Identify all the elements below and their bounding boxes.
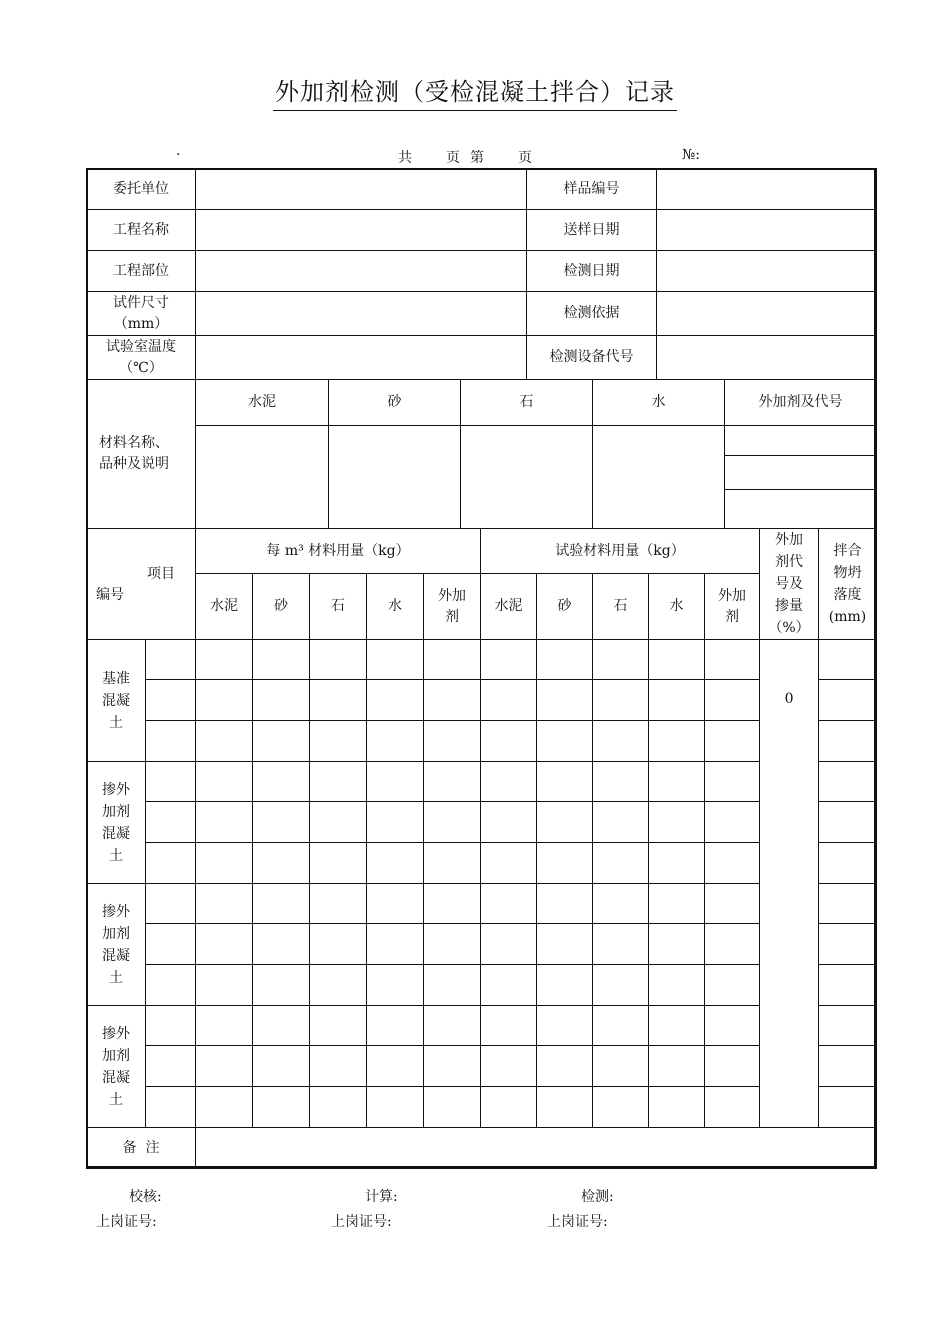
mix-cell[interactable]: [424, 721, 481, 762]
trial-admix-header: [705, 574, 760, 640]
project-name-label: 工程名称: [87, 210, 196, 251]
per-m3-admix-header: [424, 574, 481, 640]
mix-cell[interactable]: [481, 1046, 537, 1087]
mix-cell[interactable]: [367, 924, 424, 965]
slump-line-4: (mm): [828, 609, 867, 625]
material-admixture-field-3[interactable]: [725, 490, 877, 529]
group-label-line: 土: [109, 847, 123, 864]
mix-cell[interactable]: [481, 680, 537, 721]
material-cement-header: 水泥: [196, 380, 329, 426]
mix-cell[interactable]: [367, 1046, 424, 1087]
mix-cell[interactable]: [424, 680, 481, 721]
slump-line-2: 物坍: [833, 565, 862, 581]
specimen-size-unit: （mm）: [113, 315, 169, 332]
mix-cell[interactable]: [146, 721, 196, 762]
sample-no-label: 样品编号: [527, 169, 657, 210]
mix-cell[interactable]: [146, 1087, 196, 1128]
slump-cell[interactable]: [819, 1006, 877, 1046]
trial-stone-header: 石: [593, 574, 649, 640]
group-label-line: 土: [109, 714, 123, 731]
group-label-line: 加剂: [102, 1047, 130, 1064]
mix-cell[interactable]: [649, 924, 705, 965]
per-m3-admix-line-1: 外加: [438, 587, 467, 604]
specimen-size-label: [87, 292, 196, 336]
mix-cell[interactable]: [310, 1046, 367, 1087]
form-title-text: 外加剂检测（受检混凝土拌合）记录: [273, 72, 677, 111]
trial-admix-line-1: 外加: [718, 587, 747, 604]
client-field[interactable]: [196, 169, 527, 210]
slump-cell[interactable]: [819, 721, 877, 762]
page-unit-label: 页: [446, 150, 460, 166]
mix-cell[interactable]: [537, 680, 593, 721]
mix-cell[interactable]: [424, 802, 481, 843]
mix-cell[interactable]: [593, 1087, 649, 1128]
mix-cell[interactable]: [424, 762, 481, 802]
slump-cell[interactable]: [819, 802, 877, 843]
group-label-1: [87, 640, 146, 762]
mix-cell[interactable]: [253, 884, 310, 924]
equipment-code-field[interactable]: [657, 336, 877, 380]
table-row: [87, 721, 877, 762]
per-m3-stone-header: 石: [310, 574, 367, 640]
mix-cell[interactable]: [537, 1006, 593, 1046]
page-bar-dot: ·: [176, 147, 181, 163]
mix-cell[interactable]: [649, 680, 705, 721]
admix-code-line-1: 外加: [775, 532, 804, 548]
mix-cell[interactable]: [146, 1006, 196, 1046]
mix-cell[interactable]: [593, 884, 649, 924]
mix-cell[interactable]: [481, 1087, 537, 1128]
admix-code-line-3: 号及: [775, 576, 804, 592]
trial-sand-header: 砂: [537, 574, 593, 640]
form-title: [0, 72, 950, 111]
mix-cell[interactable]: [649, 1006, 705, 1046]
specimen-size-text: 试件尺寸: [113, 294, 169, 311]
mix-cell[interactable]: [146, 640, 196, 680]
mix-cell[interactable]: [705, 843, 760, 884]
group-label-line: 基准: [102, 670, 130, 687]
mix-cell[interactable]: [367, 802, 424, 843]
mix-cell[interactable]: [705, 762, 760, 802]
test-date-field[interactable]: [657, 251, 877, 292]
group-label-4: [87, 1006, 146, 1128]
mix-cell[interactable]: [705, 1006, 760, 1046]
mix-cell[interactable]: [196, 762, 253, 802]
lab-temp-text: 试验室温度: [106, 338, 176, 355]
per-m3-cement-header: 水泥: [196, 574, 253, 640]
mix-cell[interactable]: [424, 1006, 481, 1046]
mix-cell[interactable]: [253, 640, 310, 680]
slump-cell[interactable]: [819, 1087, 877, 1128]
test-date-label: 检测日期: [527, 251, 657, 292]
remarks-table: [86, 1127, 877, 1169]
group-label-line: 掺外: [102, 781, 130, 798]
mix-cell[interactable]: [649, 843, 705, 884]
table-row: [87, 762, 877, 802]
material-admixture-field-1[interactable]: [725, 426, 877, 456]
mix-cell[interactable]: [537, 884, 593, 924]
table-row: [87, 884, 877, 924]
admix-code-line-5: （%）: [768, 620, 810, 636]
mix-cell[interactable]: [424, 843, 481, 884]
mix-cell[interactable]: [481, 802, 537, 843]
group-label-line: 加剂: [102, 803, 130, 820]
mix-cell[interactable]: [310, 884, 367, 924]
test-label: 检测:: [581, 1189, 614, 1205]
mix-cell[interactable]: [537, 1087, 593, 1128]
mix-cell[interactable]: [593, 965, 649, 1006]
mix-cell[interactable]: [649, 884, 705, 924]
mix-cell[interactable]: [253, 965, 310, 1006]
mix-cell[interactable]: [146, 924, 196, 965]
mix-cell[interactable]: [310, 721, 367, 762]
mix-cell[interactable]: [537, 924, 593, 965]
table-row: [87, 802, 877, 843]
mix-cell[interactable]: [196, 802, 253, 843]
mix-cell[interactable]: [146, 1046, 196, 1087]
mix-cell[interactable]: [253, 924, 310, 965]
mix-cell[interactable]: [537, 1046, 593, 1087]
materials-label-line-2: 品种及说明: [99, 456, 169, 472]
project-part-field[interactable]: [196, 251, 527, 292]
mix-cell[interactable]: [424, 1087, 481, 1128]
mix-cell[interactable]: [253, 680, 310, 721]
mix-cell[interactable]: [253, 1087, 310, 1128]
mix-cell[interactable]: [196, 1046, 253, 1087]
slump-cell[interactable]: [819, 965, 877, 1006]
mix-cell[interactable]: [310, 762, 367, 802]
mix-cell[interactable]: [146, 965, 196, 1006]
mix-cell[interactable]: [310, 680, 367, 721]
trial-water-header: 水: [649, 574, 705, 640]
slump-cell[interactable]: [819, 640, 877, 680]
mix-cell[interactable]: [481, 884, 537, 924]
mix-cell[interactable]: [146, 680, 196, 721]
mix-cell[interactable]: [424, 965, 481, 1006]
mix-cell[interactable]: [196, 1006, 253, 1046]
material-cement-field[interactable]: [196, 426, 329, 529]
page-unit-label-2: 页: [518, 150, 532, 166]
mix-table: [86, 528, 877, 1128]
mix-cell[interactable]: [705, 1046, 760, 1087]
mix-cell[interactable]: [649, 762, 705, 802]
review-cert-label: 上岗证号:: [96, 1214, 157, 1230]
material-stone-field[interactable]: [461, 426, 593, 529]
table-row: [87, 1006, 877, 1046]
mix-cell[interactable]: [705, 680, 760, 721]
material-admixture-field-2[interactable]: [725, 456, 877, 490]
group-label-3: [87, 884, 146, 1006]
per-m3-water-header: 水: [367, 574, 424, 640]
material-water-header: 水: [593, 380, 725, 426]
table-row: [87, 640, 877, 680]
mix-cell[interactable]: [196, 680, 253, 721]
slump-header: [819, 529, 877, 640]
group-label-2: [87, 762, 146, 884]
test-basis-field[interactable]: [657, 292, 877, 336]
admix-code-header: [760, 529, 819, 640]
mix-cell[interactable]: [705, 802, 760, 843]
page-total-label: 共: [398, 150, 412, 166]
mix-cell[interactable]: [310, 924, 367, 965]
mix-cell[interactable]: [310, 640, 367, 680]
mix-cell[interactable]: [253, 721, 310, 762]
equipment-code-label: 检测设备代号: [527, 336, 657, 380]
mix-cell[interactable]: [481, 1006, 537, 1046]
slump-cell[interactable]: [819, 884, 877, 924]
mix-cell[interactable]: [481, 843, 537, 884]
material-sand-header: 砂: [329, 380, 461, 426]
mix-cell[interactable]: [196, 924, 253, 965]
mix-cell[interactable]: [705, 924, 760, 965]
trial-cement-header: 水泥: [481, 574, 537, 640]
trial-header: 试验材料用量（kg）: [481, 529, 760, 574]
mix-cell[interactable]: [649, 1046, 705, 1087]
mix-cell[interactable]: [310, 802, 367, 843]
review-label: 校核:: [129, 1189, 162, 1205]
per-m3-sand-header: 砂: [253, 574, 310, 640]
lab-temp-unit: （℃）: [119, 359, 163, 376]
admix-dosage-cell[interactable]: [760, 640, 819, 1128]
mix-cell[interactable]: [146, 802, 196, 843]
mix-cell[interactable]: [649, 1087, 705, 1128]
number-header-label: 编号: [96, 587, 124, 603]
group-label-line: 加剂: [102, 925, 130, 942]
send-date-field[interactable]: [657, 210, 877, 251]
mix-cell[interactable]: [537, 762, 593, 802]
item-header-label: 项目: [147, 566, 175, 582]
mix-cell[interactable]: [649, 965, 705, 1006]
trial-admix-line-2: 剂: [725, 608, 740, 625]
page-counter: [398, 147, 532, 167]
materials-label: [87, 380, 196, 529]
mix-cell[interactable]: [593, 1006, 649, 1046]
mix-cell[interactable]: [593, 721, 649, 762]
mix-cell[interactable]: [481, 762, 537, 802]
mix-cell[interactable]: [253, 843, 310, 884]
slump-cell[interactable]: [819, 762, 877, 802]
material-stone-header: 石: [461, 380, 593, 426]
mix-cell[interactable]: [424, 1046, 481, 1087]
table-row: [87, 843, 877, 884]
mix-cell[interactable]: [253, 762, 310, 802]
mix-cell[interactable]: [593, 924, 649, 965]
lab-temp-field[interactable]: [196, 336, 527, 380]
mix-cell[interactable]: [705, 965, 760, 1006]
mix-cell[interactable]: [593, 680, 649, 721]
mix-cell[interactable]: [537, 721, 593, 762]
mix-cell[interactable]: [424, 640, 481, 680]
mix-cell[interactable]: [424, 884, 481, 924]
mix-cell[interactable]: [537, 843, 593, 884]
admix-code-line-4: 掺量: [775, 598, 804, 614]
group-label-line: 混凝: [102, 825, 130, 842]
material-water-field[interactable]: [593, 426, 725, 529]
specimen-size-field[interactable]: [196, 292, 527, 336]
mix-cell[interactable]: [196, 965, 253, 1006]
calc-label: 计算:: [365, 1189, 398, 1205]
mix-cell[interactable]: [367, 721, 424, 762]
mix-cell[interactable]: [196, 843, 253, 884]
table-row: [87, 680, 877, 721]
mix-cell[interactable]: [146, 884, 196, 924]
group-label-line: 混凝: [102, 1069, 130, 1086]
mix-cell[interactable]: [196, 640, 253, 680]
mix-cell[interactable]: [649, 721, 705, 762]
material-sand-field[interactable]: [329, 426, 461, 529]
mix-cell[interactable]: [593, 640, 649, 680]
mix-cell[interactable]: [481, 640, 537, 680]
mix-cell[interactable]: [146, 843, 196, 884]
record-number-label: №:: [682, 147, 700, 163]
mix-cell[interactable]: [367, 1006, 424, 1046]
mix-cell[interactable]: [310, 1006, 367, 1046]
mix-cell[interactable]: [705, 721, 760, 762]
mix-cell[interactable]: [705, 884, 760, 924]
table-row: [87, 1087, 877, 1128]
mix-cell[interactable]: [367, 680, 424, 721]
calc-cert-label: 上岗证号:: [331, 1214, 392, 1230]
project-name-field[interactable]: [196, 210, 527, 251]
remarks-field[interactable]: [196, 1128, 877, 1169]
mix-cell[interactable]: [367, 965, 424, 1006]
mix-cell[interactable]: [705, 1087, 760, 1128]
mix-cell[interactable]: [649, 640, 705, 680]
group-label-line: 混凝: [102, 692, 130, 709]
group-label-line: 掺外: [102, 903, 130, 920]
mix-cell[interactable]: [537, 965, 593, 1006]
table-row: [87, 924, 877, 965]
client-label: 委托单位: [87, 169, 196, 210]
mix-cell[interactable]: [649, 802, 705, 843]
per-m3-admix-line-2: 剂: [445, 608, 460, 625]
group-label-line: 掺外: [102, 1025, 130, 1042]
mix-cell[interactable]: [196, 884, 253, 924]
mix-cell[interactable]: [537, 640, 593, 680]
slump-line-1: 拌合: [833, 543, 862, 559]
slump-cell[interactable]: [819, 924, 877, 965]
page-nth-label: 第: [470, 150, 484, 166]
mix-cell[interactable]: [367, 843, 424, 884]
lab-temp-label: [87, 336, 196, 380]
group-label-line: 土: [109, 1091, 123, 1108]
baseline-dosage-value: 0: [784, 691, 794, 707]
mix-cell[interactable]: [593, 843, 649, 884]
project-part-label: 工程部位: [87, 251, 196, 292]
test-basis-label: 检测依据: [527, 292, 657, 336]
mix-cell[interactable]: [253, 1046, 310, 1087]
mix-cell[interactable]: [481, 924, 537, 965]
mix-cell[interactable]: [593, 802, 649, 843]
mix-cell[interactable]: [310, 1087, 367, 1128]
group-label-line: 混凝: [102, 947, 130, 964]
send-date-label: 送样日期: [527, 210, 657, 251]
per-m3-header: 每 m³ 材料用量（kg）: [196, 529, 481, 574]
mix-cell[interactable]: [196, 721, 253, 762]
mix-cell[interactable]: [481, 721, 537, 762]
mix-cell[interactable]: [424, 924, 481, 965]
mix-cell[interactable]: [146, 762, 196, 802]
materials-label-line-1: 材料名称、: [99, 435, 169, 451]
table-row: [87, 1046, 877, 1087]
slump-line-3: 落度: [833, 587, 862, 603]
mix-cell[interactable]: [310, 965, 367, 1006]
test-cert-label: 上岗证号:: [547, 1214, 608, 1230]
slump-cell[interactable]: [819, 843, 877, 884]
admix-code-line-2: 剂代: [775, 554, 804, 570]
mix-cell[interactable]: [537, 802, 593, 843]
mix-cell[interactable]: [367, 762, 424, 802]
mix-cell[interactable]: [367, 640, 424, 680]
info-table: [86, 168, 877, 380]
material-admixture-header: 外加剂及代号: [725, 380, 877, 426]
group-label-line: 土: [109, 969, 123, 986]
mix-cell[interactable]: [196, 1087, 253, 1128]
table-row: [87, 965, 877, 1006]
mix-cell[interactable]: [310, 843, 367, 884]
mix-cell[interactable]: [705, 640, 760, 680]
remarks-label: 备 注: [87, 1128, 196, 1169]
materials-table: [86, 379, 877, 529]
mix-cell[interactable]: [367, 1087, 424, 1128]
mix-cell[interactable]: [253, 802, 310, 843]
slump-cell[interactable]: [819, 1046, 877, 1087]
mix-cell[interactable]: [593, 1046, 649, 1087]
sample-no-field[interactable]: [657, 169, 877, 210]
mix-cell[interactable]: [367, 884, 424, 924]
mix-cell[interactable]: [593, 762, 649, 802]
mix-cell[interactable]: [253, 1006, 310, 1046]
slump-cell[interactable]: [819, 680, 877, 721]
mix-cell[interactable]: [481, 965, 537, 1006]
